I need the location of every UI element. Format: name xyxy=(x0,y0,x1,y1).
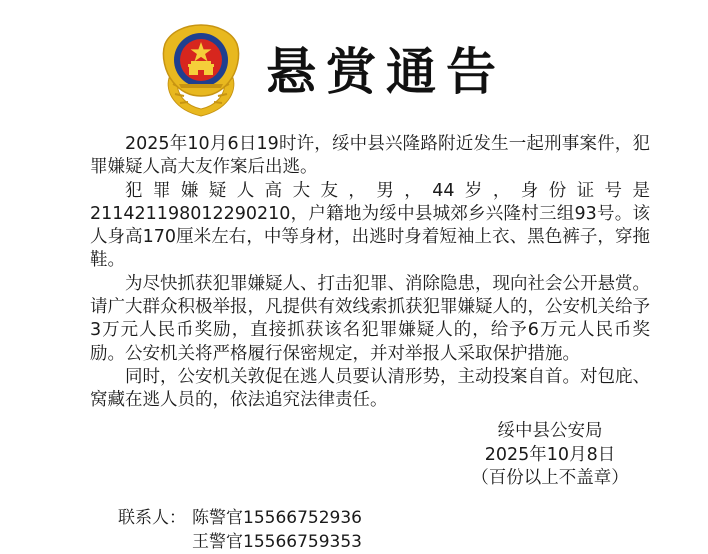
issuer-name: 绥中县公安局 xyxy=(497,421,603,441)
notice-paragraph: 犯罪嫌疑人高大友，男，44岁，身份证号是211421198012290210，户籍地为绥中县城郊乡兴隆村三组93号。该人身高170厘米左右，中等身材，出逃时身着短袖上衣、黑色裤子，穿拖鞋。 xyxy=(90,180,650,271)
notice-paragraph: 同时，公安机关敦促在逃人员要认清形势，主动投案自首。对包庇、窝藏在逃人员的，依法追究法律责任。 xyxy=(90,366,650,411)
signature-block xyxy=(450,420,650,491)
contacts-block xyxy=(118,507,362,554)
contact-person: 陈警官15566752936 xyxy=(192,508,362,528)
contact-row xyxy=(118,507,362,531)
police-emblem-icon xyxy=(155,22,247,118)
seal-note: （百份以上不盖章） xyxy=(471,468,629,488)
issue-date: 2025年10月8日 xyxy=(484,444,616,465)
contact-label-spacer xyxy=(118,531,192,554)
contact-person: 王警官15566759353 xyxy=(192,531,362,552)
contact-label: 联系人： xyxy=(118,508,186,528)
notice-title: 悬赏通告 xyxy=(266,42,506,101)
notice-paragraph: 2025年10月6日19时许，绥中县兴隆路附近发生一起刑事案件，犯罪嫌疑人高大友作案后出逃。 xyxy=(90,134,650,178)
contact-row xyxy=(118,531,362,554)
notice-paragraph: 为尽快抓获犯罪嫌疑人、打击犯罪、消除隐患，现向社会公开悬赏。请广大群众积极举报，凡提供有效线索抓获犯罪嫌疑人的，公安机关给予3万元人民币奖励，直接抓获该名犯罪嫌疑人的，给予6万元人民币奖励。公安机关将严格履行保密规定，并对举报人采取保护措施。 xyxy=(90,273,650,364)
notice-body xyxy=(90,133,650,413)
